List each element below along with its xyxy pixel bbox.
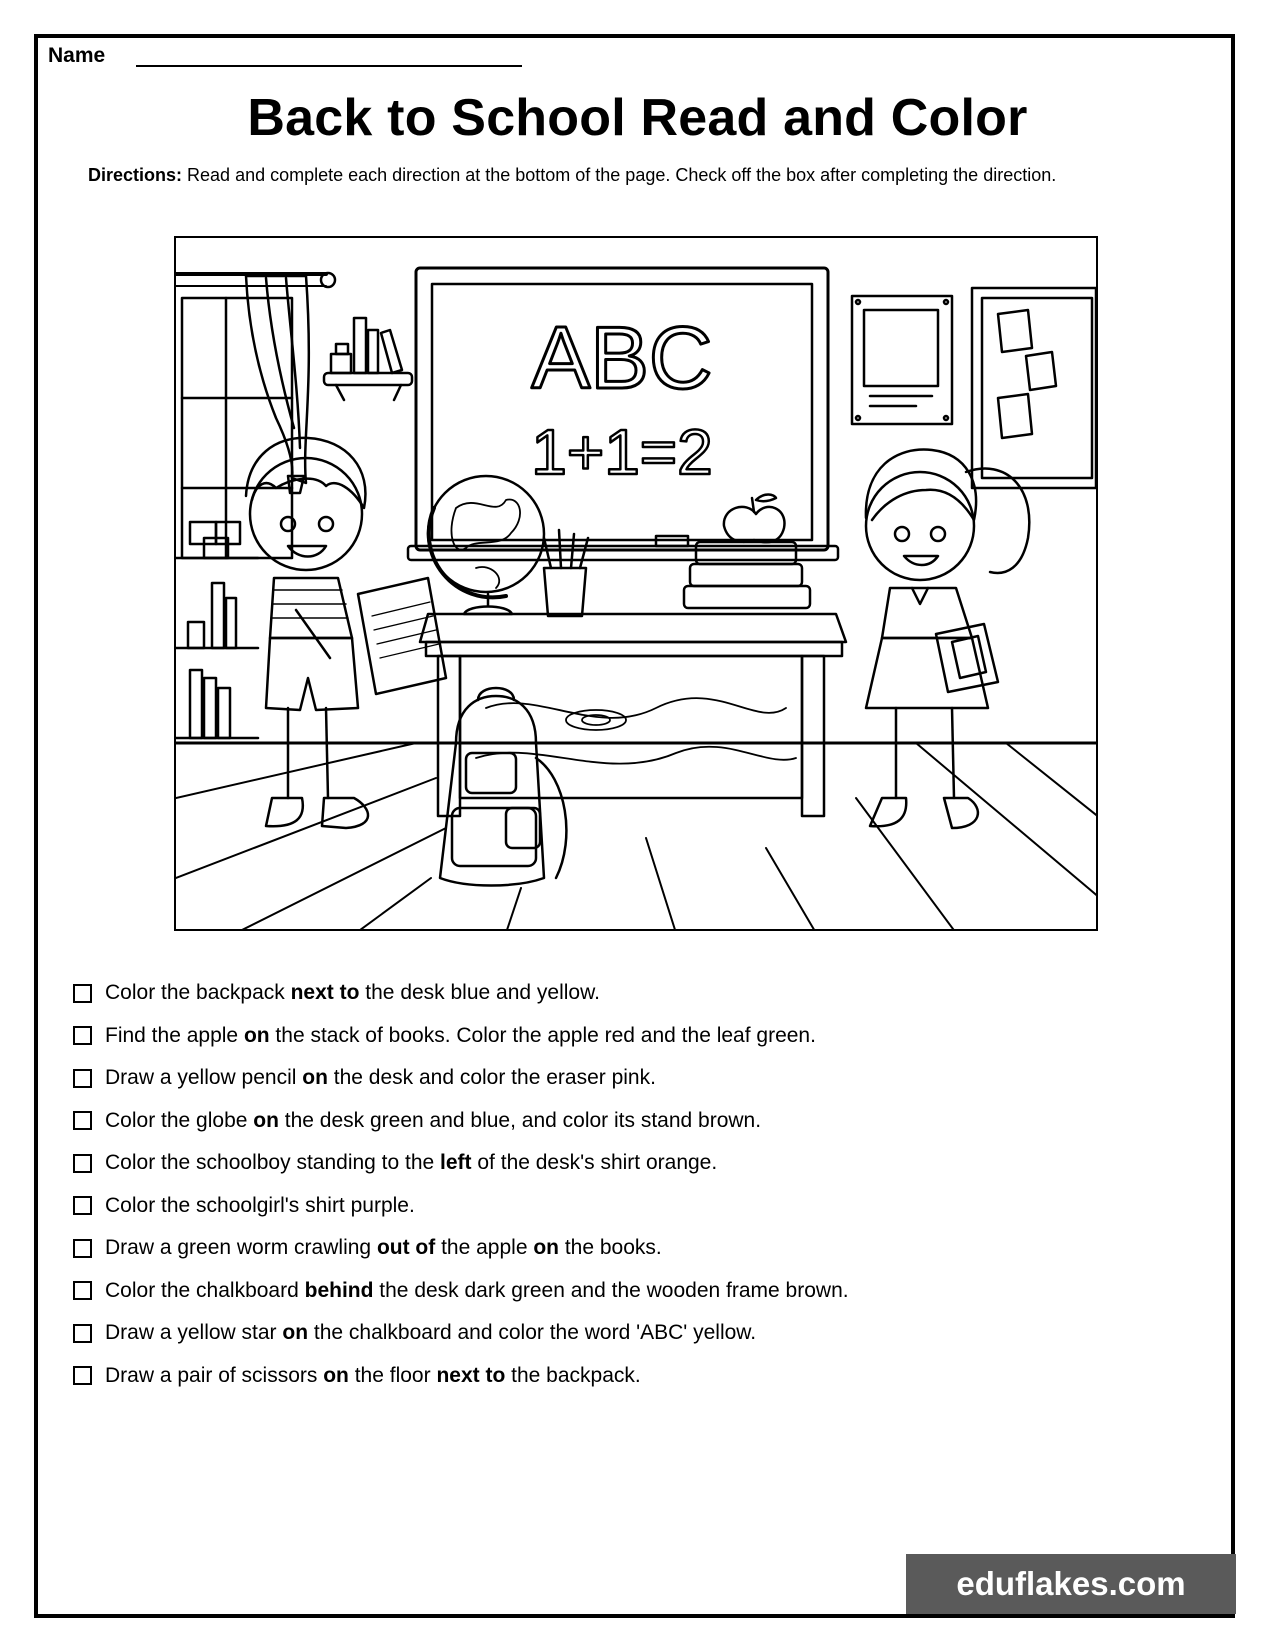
task-text-segment: the stack of books. Color the apple red and the leaf green. — [269, 1023, 816, 1047]
task-text-segment: Color the globe — [105, 1108, 254, 1132]
task-text — [105, 1024, 816, 1048]
task-text-emphasis: on — [323, 1363, 349, 1387]
task-text-segment: Draw a pair of scissors — [105, 1363, 324, 1387]
task-item — [73, 1063, 656, 1093]
task-text-emphasis: left — [440, 1151, 472, 1174]
task-text-segment: Draw a green worm crawling — [105, 1236, 377, 1259]
pencil-cup — [544, 530, 588, 616]
wall-poster — [852, 296, 952, 424]
task-text-segment: Draw a yellow pencil — [105, 1066, 303, 1089]
task-text-segment: Draw a yellow star — [105, 1321, 283, 1344]
task-checkbox[interactable] — [73, 1366, 92, 1385]
task-text — [105, 1194, 415, 1218]
task-checkbox[interactable] — [73, 1069, 92, 1088]
task-text-segment: of the desk's shirt orange. — [471, 1151, 718, 1174]
task-checkbox[interactable] — [73, 1239, 92, 1258]
task-checkbox[interactable] — [73, 1324, 92, 1343]
task-item — [73, 1318, 756, 1348]
task-text-segment: the desk and color the eraser pink. — [327, 1066, 656, 1089]
task-checkbox[interactable] — [73, 1026, 92, 1045]
task-text-segment: Color the schoolgirl's shirt purple. — [105, 1193, 415, 1217]
chalkboard-equation: 1+1=2 — [531, 416, 713, 488]
task-text — [105, 1109, 761, 1133]
brand-footer: eduflakes.com — [906, 1554, 1236, 1614]
task-text-segment: the apple — [435, 1236, 534, 1259]
classroom-illustration — [174, 236, 1098, 931]
chalkboard-letters: ABC — [531, 308, 713, 407]
task-text — [105, 1151, 717, 1175]
directions-text: Read and complete each direction at the bottom of the page. Check off the box after completing the direction. — [182, 165, 1057, 185]
task-item — [73, 1361, 641, 1391]
task-text-emphasis: out of — [376, 1236, 436, 1259]
task-item — [73, 1233, 662, 1263]
chalkboard — [408, 268, 838, 560]
page-title: Back to School Read and Color — [247, 89, 1028, 147]
curtain — [246, 276, 309, 493]
task-text-segment: Color the chalkboard — [105, 1278, 305, 1302]
name-field[interactable] — [136, 65, 522, 67]
window — [176, 273, 335, 558]
task-text-emphasis: on — [243, 1023, 270, 1047]
task-text-emphasis: on — [282, 1321, 309, 1344]
task-text-segment: the desk green and blue, and color its stand brown. — [278, 1108, 762, 1132]
directions-label: Directions: — [88, 165, 183, 185]
task-text-segment: Color the backpack — [105, 981, 291, 1004]
bookcase — [176, 522, 258, 738]
wall-shelf — [324, 318, 412, 400]
floor-planks — [176, 743, 1098, 931]
task-text — [105, 1321, 756, 1345]
task-text-segment: the floor — [348, 1363, 437, 1387]
task-item — [73, 1276, 849, 1306]
task-checkbox[interactable] — [73, 984, 92, 1003]
task-checkbox[interactable] — [73, 1196, 92, 1215]
name-label: Name — [48, 44, 106, 67]
directions — [88, 162, 1138, 189]
task-text — [105, 1066, 656, 1090]
task-checkbox[interactable] — [73, 1281, 92, 1300]
task-checkbox[interactable] — [73, 1154, 92, 1173]
task-text — [105, 1279, 849, 1303]
task-text-segment: the desk dark green and the wooden frame brown. — [373, 1278, 849, 1302]
task-text-emphasis: next to — [436, 1363, 506, 1387]
task-text-emphasis: behind — [304, 1278, 374, 1302]
schoolgirl — [866, 450, 1029, 828]
bulletin-board — [972, 288, 1096, 488]
task-item — [73, 1021, 816, 1051]
task-text-segment: the chalkboard and color the word 'ABC' yellow. — [308, 1321, 757, 1344]
task-text — [105, 1364, 641, 1388]
task-text-segment: Color the schoolboy standing to the — [105, 1151, 441, 1174]
task-item — [73, 1106, 761, 1136]
task-text-emphasis: next to — [290, 981, 360, 1004]
task-text-emphasis: on — [253, 1108, 279, 1132]
task-item — [73, 1148, 717, 1178]
task-text-segment: Find the apple — [105, 1023, 244, 1047]
task-text — [105, 1236, 662, 1260]
task-text-segment: the desk blue and yellow. — [359, 981, 600, 1004]
task-checkbox[interactable] — [73, 1111, 92, 1130]
task-text-segment: the backpack. — [505, 1363, 641, 1387]
task-text-segment: the books. — [559, 1236, 662, 1259]
task-text-emphasis: on — [533, 1236, 559, 1259]
teacher-desk — [420, 614, 846, 816]
task-text — [105, 981, 600, 1005]
task-item — [73, 1191, 415, 1221]
task-item — [73, 978, 600, 1008]
task-text-emphasis: on — [302, 1066, 328, 1089]
